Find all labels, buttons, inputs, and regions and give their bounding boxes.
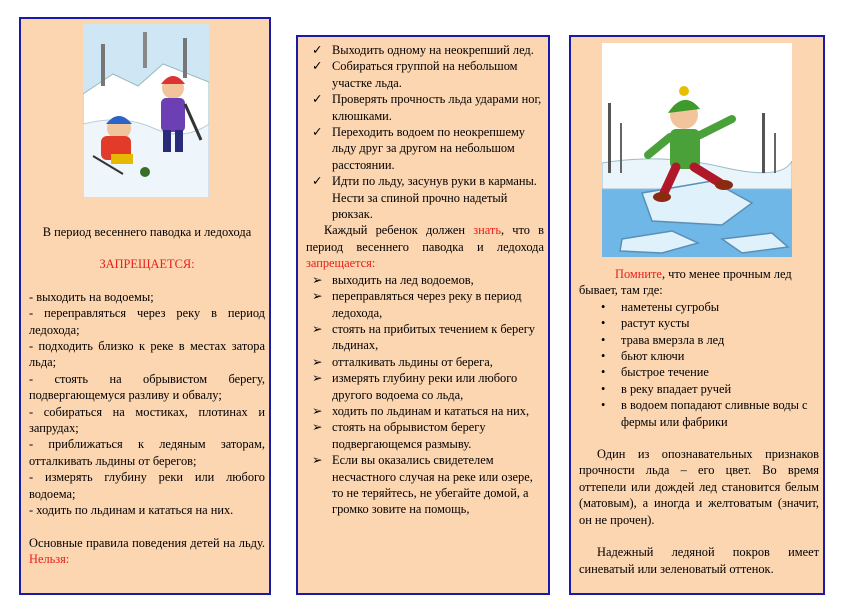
check-item-text: Собираться группой на небольшом участке льда. xyxy=(332,59,518,90)
list-item: - собираться на мостиках, плотинах и запрудах; xyxy=(29,404,265,436)
arrow-item xyxy=(306,403,544,419)
bullet-icon: • xyxy=(601,349,606,364)
list-item xyxy=(579,332,819,348)
arrow-item xyxy=(306,354,544,370)
arrow-item-text: ходить по льдинам и кататься на них, xyxy=(332,403,530,418)
middle-panel xyxy=(296,35,550,595)
arrow-item-text: отталкивать льдины от берега, xyxy=(332,354,493,369)
list-item-text: трава вмерзла в лед xyxy=(621,332,725,347)
list-item-text: растут кусты xyxy=(621,316,690,331)
ice-rules-intro xyxy=(29,535,265,568)
arrow-item xyxy=(306,321,544,354)
arrow-bullet-icon: ➢ xyxy=(312,453,323,468)
arrow-bullet-icon: ➢ xyxy=(312,403,323,418)
list-item: - ходить по льдинам и кататься на них. xyxy=(29,503,234,518)
arrow-bullet-icon: ➢ xyxy=(312,289,323,304)
check-item xyxy=(306,124,544,173)
list-item xyxy=(579,397,819,430)
right-panel xyxy=(569,35,825,595)
child-on-ice-floe-illustration xyxy=(602,43,792,257)
arrow-item xyxy=(306,452,544,518)
arrow-item xyxy=(306,370,544,403)
check-list xyxy=(306,42,544,222)
list-item xyxy=(579,315,819,331)
check-item xyxy=(306,91,544,124)
arrow-item xyxy=(306,288,544,321)
check-icon: ✓ xyxy=(312,43,323,57)
arrow-item-text: стоять на прибитых течением к берегу льдинах, xyxy=(332,321,535,353)
forbidden-label: Нельзя: xyxy=(29,551,70,566)
list-item: - стоять на обрывистом берегу, подвергающемуся разливу и обвалу; xyxy=(29,371,265,403)
list-item xyxy=(579,381,819,397)
list-item xyxy=(579,348,819,364)
check-item-text: Проверять прочность льда ударами ног, клюшками. xyxy=(332,92,542,123)
must-know-paragraph xyxy=(306,222,544,271)
list-item: - подходить близко к реке в местах затора льда; xyxy=(29,339,265,370)
list-item-text: в водоем попадают сливные воды с фермы или фабрики xyxy=(621,398,808,429)
check-icon: ✓ xyxy=(312,59,323,74)
paragraph-text: , что в период весеннего паводка и ледохода xyxy=(306,223,544,254)
check-item-text: Выходить одному на неокрепший лед. xyxy=(332,43,534,57)
flood-heading: В период весеннего паводка и ледохода xyxy=(42,225,252,239)
left-panel xyxy=(19,17,271,595)
list-item: - выходить на водоемы; xyxy=(29,289,154,304)
check-item xyxy=(306,58,544,91)
arrow-item-text: измерять глубину реки или любого другого водоема со льда, xyxy=(332,371,518,402)
ice-color-paragraph: Один из опознавательных признаков прочности льда – его цвет. Во время оттепели или дождей лед становится белым (матовым), а иногда и желтоватым (значит, он не прочен). xyxy=(579,447,819,527)
forbidden-list xyxy=(29,289,265,519)
remember-label: Помните xyxy=(615,267,662,281)
children-on-ice-illustration xyxy=(83,24,209,198)
list-item xyxy=(579,299,819,315)
ice-rules-text: Основные правила поведения детей на льду. xyxy=(29,535,265,550)
check-item-text: Идти по льду, засунув руки в карманы. Нести за спиной прочно надетый рюкзак. xyxy=(332,174,537,222)
forbidden-title: ЗАПРЕЩАЕТСЯ: xyxy=(99,257,195,272)
weak-ice-list xyxy=(579,299,819,430)
check-icon: ✓ xyxy=(312,125,323,140)
reliable-ice-paragraph: Надежный ледяной покров имеет синеватый или зеленоватый оттенок. xyxy=(579,545,819,576)
list-item xyxy=(579,364,819,380)
list-item-text: в реку впадает ручей xyxy=(621,381,732,396)
bullet-icon: • xyxy=(601,381,606,396)
arrow-bullet-icon: ➢ xyxy=(312,321,323,336)
arrow-item-text: стоять на обрывистом берегу подвергающемся размыву. xyxy=(332,420,486,451)
arrow-item-text: Если вы оказались свидетелем несчастного случая на реке или озере, то не теряйтесь, не убегайте домой, а громко зовите на помощь, xyxy=(332,453,533,517)
list-item: - измерять глубину реки или любого водоема; xyxy=(29,470,265,501)
arrow-item-text: переправляться через реку в период ледохода, xyxy=(332,289,522,320)
check-item xyxy=(306,173,544,222)
list-item: - переправляться через реку в период ледохода; xyxy=(29,306,265,337)
bullet-icon: • xyxy=(601,398,606,413)
list-item-text: быстрое течение xyxy=(621,365,709,380)
arrow-list xyxy=(306,272,544,518)
check-item-text: Переходить водоем по неокрепшему льду друг за другом на небольшом расстоянии. xyxy=(332,125,526,172)
arrow-item-text: выходить на лед водоемов, xyxy=(332,272,474,287)
paragraph-text: Каждый ребенок должен xyxy=(324,223,474,238)
bullet-icon: • xyxy=(601,316,606,331)
bullet-icon: • xyxy=(601,299,606,314)
remember-paragraph xyxy=(579,266,819,299)
arrow-bullet-icon: ➢ xyxy=(312,420,323,435)
arrow-bullet-icon: ➢ xyxy=(312,272,323,287)
check-icon: ✓ xyxy=(312,174,323,189)
bullet-icon: • xyxy=(601,365,606,380)
check-icon: ✓ xyxy=(312,92,323,107)
list-item-text: бьют ключи xyxy=(621,349,685,364)
arrow-item xyxy=(306,419,544,452)
list-item: - приближаться к ледяным заторам, отталкивать льдины от берегов; xyxy=(29,437,265,468)
forbidden-label: запрещается: xyxy=(306,256,376,271)
arrow-bullet-icon: ➢ xyxy=(312,354,323,369)
bullet-icon: • xyxy=(601,332,606,347)
list-item-text: наметены сугробы xyxy=(621,299,720,314)
paragraph-text: , что менее прочным лед бывает, там где: xyxy=(579,267,792,298)
know-label: знать xyxy=(473,223,501,238)
arrow-item xyxy=(306,272,544,288)
check-item xyxy=(306,42,544,58)
arrow-bullet-icon: ➢ xyxy=(312,371,323,386)
